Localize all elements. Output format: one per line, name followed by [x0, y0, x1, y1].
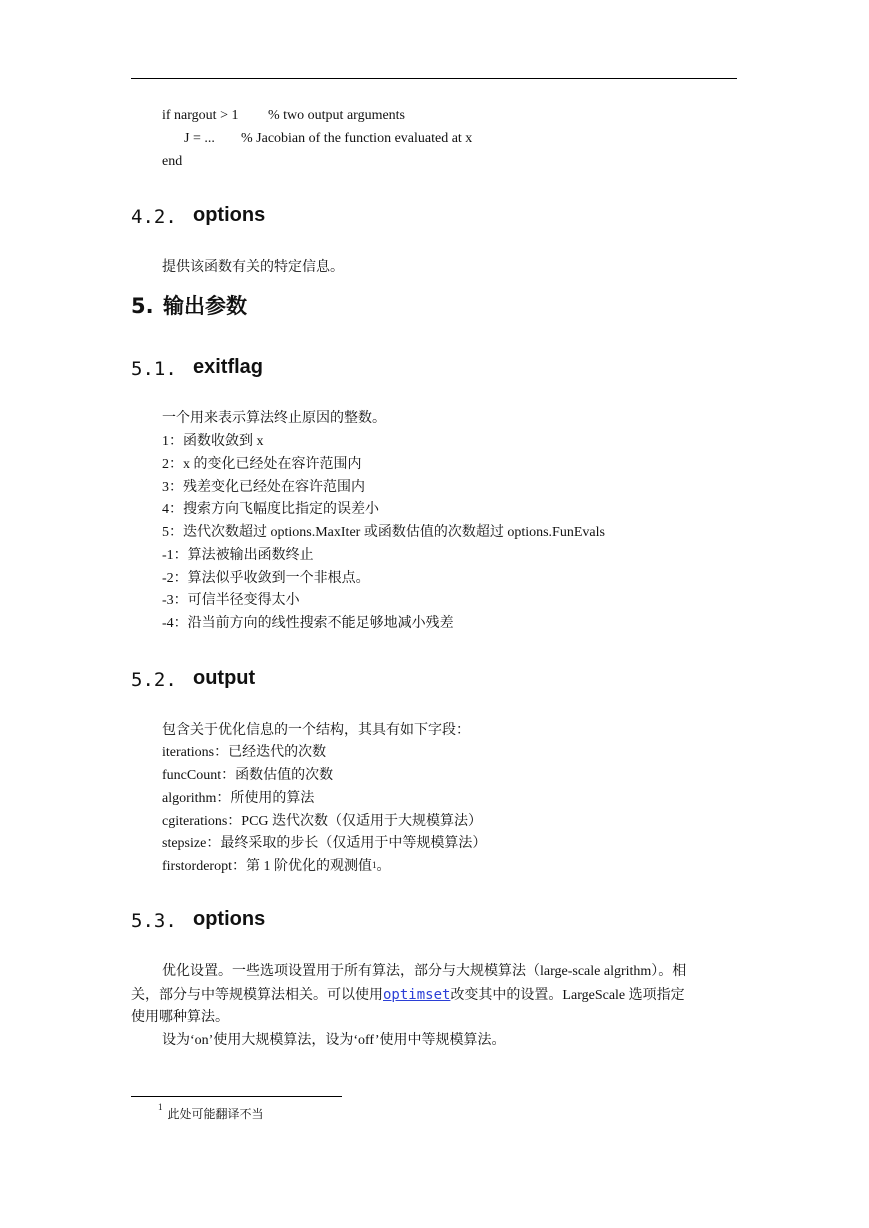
output-field-line [162, 858, 390, 876]
chapter-heading-5 [131, 290, 247, 320]
code-comment: % two output arguments [268, 108, 406, 123]
code-line-3: end [162, 154, 183, 169]
exitflag-line: 1：函数收敛到 x [162, 434, 264, 449]
options-para-line: 优化设置。一些选项设置用于所有算法，部分与大规模算法（large-scale algrithm）。相 [162, 964, 687, 979]
section-number: 5.1. [131, 358, 177, 380]
footnote-mark: 1 [158, 1102, 163, 1112]
output-field-text: firstorderopt：第 1 阶优化的观测值 [162, 859, 372, 874]
output-field-line: iterations：已经迭代的次数 [162, 745, 327, 760]
footnote-ref[interactable]: 1 [371, 860, 377, 870]
exitflag-line: -1：算法被输出函数终止 [162, 548, 314, 563]
output-field-line: stepsize：最终采取的步长（仅适用于中等规模算法） [162, 836, 487, 851]
section-number: 5.3. [131, 910, 177, 932]
footnote [158, 1102, 264, 1122]
output-field-line: funcCount：函数估值的次数 [162, 768, 334, 783]
section-number: 5.2. [131, 669, 177, 691]
options-para-line [131, 986, 685, 1005]
exitflag-line: 3：残差变化已经处在容许范围内 [162, 480, 365, 495]
section-title: options [193, 908, 266, 930]
header-rule [131, 78, 737, 79]
chapter-title: 输出参数 [163, 294, 247, 318]
options-text: 关，部分与中等规模算法相关。可以使用 [131, 988, 383, 1003]
code-line-1 [162, 107, 406, 125]
code-text: if nargout > 1 [162, 108, 239, 123]
footnote-text: 此处可能翻译不当 [167, 1107, 264, 1121]
section-number: 4.2. [131, 206, 177, 228]
options-para-2: 设为‘on’使用大规模算法，设为‘off’使用中等规模算法。 [162, 1033, 506, 1048]
optimset-link[interactable]: optimset [383, 987, 451, 1003]
exitflag-line: 5：迭代次数超过 options.MaxIter 或函数估值的次数超过 options.FunEvals [162, 525, 605, 540]
exitflag-line: 一个用来表示算法终止原因的整数。 [162, 411, 386, 426]
section-title: exitflag [193, 356, 264, 378]
options-text: 改变其中的设置。LargeScale 选项指定 [450, 988, 685, 1003]
section-title: options [193, 204, 266, 226]
exitflag-line: 2：x 的变化已经处在容许范围内 [162, 457, 362, 472]
section-title: output [193, 667, 256, 689]
code-comment: % Jacobian of the function evaluated at x [241, 131, 473, 146]
exitflag-line: -2：算法似乎收敛到一个非根点。 [162, 571, 370, 586]
chapter-number: 5. [131, 294, 154, 318]
code-line-2 [184, 130, 473, 148]
options-para-line: 使用哪种算法。 [131, 1010, 229, 1025]
exitflag-line: -3：可信半径变得太小 [162, 593, 300, 608]
footnote-rule [131, 1096, 342, 1097]
exitflag-line: 4：搜索方向飞幅度比指定的误差小 [162, 502, 379, 517]
code-text: J = ... [184, 131, 215, 146]
section-4-2-text: 提供该函数有关的特定信息。 [162, 260, 344, 275]
exitflag-line: -4：沿当前方向的线性搜索不能足够地减小残差 [162, 616, 454, 631]
output-field-line: cgiterations：PCG 迭代次数（仅适用于大规模算法） [162, 814, 483, 829]
output-field-line: algorithm：所使用的算法 [162, 791, 315, 806]
output-field-line: 包含关于优化信息的一个结构，其具有如下字段： [162, 723, 470, 738]
output-field-text-end: 。 [376, 859, 391, 874]
